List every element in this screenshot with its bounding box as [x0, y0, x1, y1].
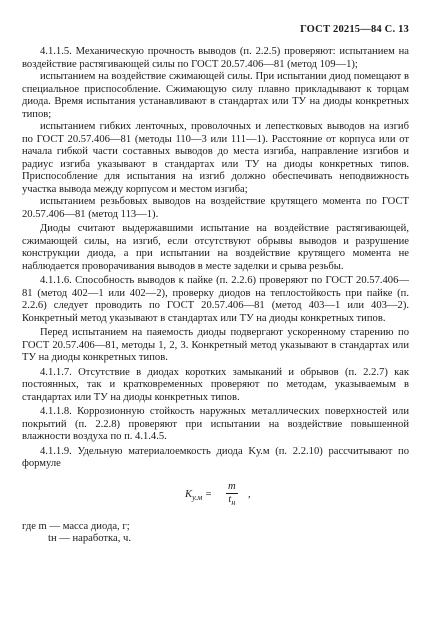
formula-denominator-subscript: н [231, 498, 236, 508]
formula-denominator [226, 494, 238, 510]
page-body [22, 46, 409, 546]
paragraph-4-1-1-7: 4.1.1.7. Отсутствие в диодах коротких замыканий и обрывов (п. 2.2.7) как постоянных, так и кратковременных проверяют по методам, указываемым в стандартах или ТУ на диоды конкретных типов. [22, 366, 409, 403]
paragraph-compressive-force: испытанием на воздействие сжимающей силы. При испытании диод помещают в специальное приспособление. Сжимающую силу плавно прикладывают к торцам диода. Время испытания устанавливают в стандартах или ТУ на диоды конкретных типов; [22, 71, 409, 120]
paragraph-aging: Перед испытанием на паяемость диоды подвергают ускоренному старению по ГОСТ 20.57.406—81, методы 1, 2, 3. Конкретный метод указывают в стандартах или ТУ на диоды конкретных типов. [22, 327, 409, 363]
paragraph-torque: испытанием резьбовых выводов на воздействие крутящего момента по ГОСТ 20.57.406—81 (метод 113—1). [22, 196, 409, 220]
formula-numerator: m [226, 481, 238, 495]
formula-lhs-subscript: у.м [192, 492, 203, 502]
paragraph-4-1-1-6: 4.1.1.6. Способность выводов к пайке (п. 2.2.6) проверяют по ГОСТ 20.57.406—81 (метод 402—1 или 402—2), проверку диодов на теплостойкость при пайке (п. 2.2.6) следует проводить по ГОСТ 20.57.406—81 (метод 403—1 или 403—2). Конкретный метод указывают в стандартах или ТУ на диоды конкретных типов. [22, 275, 409, 324]
formula-fraction [226, 481, 238, 510]
legend-operating-time: tн — наработка, ч. [48, 533, 132, 544]
legend-mass: где m — масса диода, г; [22, 520, 130, 532]
formula-comma: , [248, 488, 251, 500]
formula [22, 481, 409, 511]
paragraph-passing-criteria: Диоды считают выдержавшими испытание на воздействие растягивающей, сжимающей силы, на изгиб, если отсутствуют обрывы выводов и разрушение конструкции диода, а при испытании на воздействие крутящего момента не наблюдается проворачивания выводов в месте заделки и срыва резьбы. [22, 223, 409, 272]
formula-legend [22, 521, 409, 546]
paragraph-4-1-1-9: 4.1.1.9. Удельную материалоемкость диода Kу.м (п. 2.2.10) рассчитывают по формуле [22, 445, 409, 469]
paragraph-bending: испытанием гибких ленточных, проволочных и лепестковых выводов на изгиб по ГОСТ 20.57.406—81 (методы 110—3 или 111—1). Расстояние от корпуса или от начала гибкой части составных выводов до места изгиба, направление изгибов и радиус изгиба указывают в стандартах или ТУ на диоды конкретных типов. Приспособление для испытания на изгиб должно обеспечивать неподвижность участка вывода между корпусом и местом изгиба; [22, 121, 409, 195]
paragraph-4-1-1-5: 4.1.1.5. Механическую прочность выводов (п. 2.2.5) проверяют: испытанием на воздействие растягивающей силы по ГОСТ 20.57.406—81 (метод 109—1); [22, 46, 409, 70]
formula-lhs [185, 489, 212, 505]
formula-lhs-symbol: K [185, 488, 193, 500]
formula-denominator-symbol: t [228, 494, 232, 505]
paragraph-4-1-1-8: 4.1.1.8. Коррозионную стойкость наружных металлических поверхностей или покрытий (п. 2.2.8) проверяют при испытании на воздействие повышенной влажности воздуха по п. 4.1.4.5. [22, 406, 409, 442]
page-header: ГОСТ 20215—84 С. 13 [300, 24, 409, 35]
formula-equals: = [202, 488, 213, 500]
